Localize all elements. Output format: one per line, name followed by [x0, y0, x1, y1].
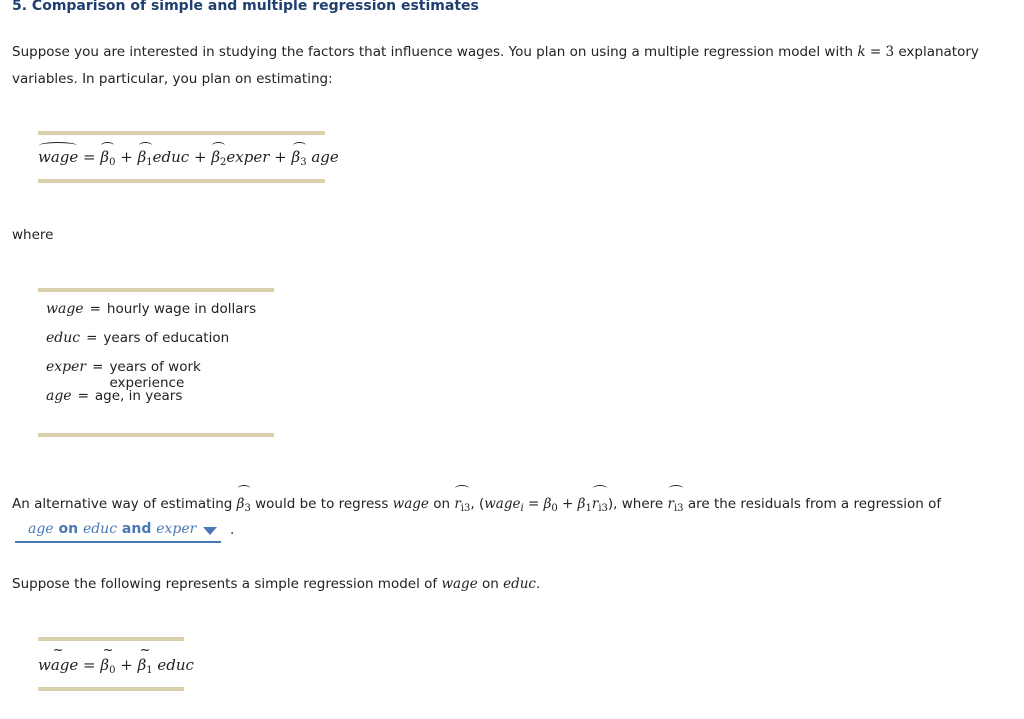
definitions-box: [38, 288, 274, 437]
beta0-tilde: ~ $\beta_0$: [100, 656, 115, 676]
subscript-i: i: [520, 503, 524, 514]
dropdown-selected-value: age on educ and exper: [28, 521, 197, 537]
alt-text-4: , (: [470, 496, 485, 512]
intro-line-2: variables. In particular, you plan on estimating:: [12, 71, 333, 87]
alt-text-2: would be to regress: [250, 496, 389, 512]
definition-row-age: [38, 388, 274, 417]
wage-hat: wage: [38, 148, 79, 166]
beta3-hat: $\beta_3$: [291, 148, 307, 168]
equals-sign: =: [83, 656, 96, 674]
var-educ: educ: [503, 576, 536, 592]
definition-desc: hourly wage in dollars: [106, 301, 257, 317]
wage-tilde: ~ wage: [38, 656, 78, 674]
beta0: $\beta_0$: [543, 496, 558, 514]
var-age: age: [311, 148, 339, 166]
var-wage: wage: [441, 576, 478, 592]
definition-desc: years of education: [103, 330, 230, 346]
definition-row-exper: [38, 359, 274, 391]
var-educ: educ: [152, 148, 190, 166]
equation-box-simple: [38, 637, 194, 691]
definition-var: educ: [46, 330, 81, 346]
definition-eq: =: [77, 388, 89, 404]
plus-sign: +: [120, 148, 133, 166]
definition-var: age: [46, 388, 72, 404]
plus-sign: +: [557, 496, 578, 512]
simple-paragraph: [12, 571, 540, 598]
residual-r-hat: $r_{i3}$: [454, 491, 470, 522]
definition-var: wage: [46, 301, 84, 317]
beta3-hat: $\beta_3$: [237, 491, 251, 522]
alt-text-1: An alternative way of estimating: [12, 496, 233, 512]
intro-text-tail: explanatory: [894, 44, 979, 60]
var-wage-i: wage: [484, 496, 521, 512]
plus-sign: +: [193, 148, 207, 166]
equation-box-multiple: [38, 131, 339, 183]
k-variable: k: [857, 44, 866, 60]
alternative-paragraph: [12, 491, 1017, 522]
simple-text-3: .: [536, 576, 541, 592]
definition-eq: =: [89, 301, 101, 317]
simple-text-1: Suppose the following represents a simple regression model of: [12, 576, 438, 592]
beta1: $\beta_1$: [577, 496, 592, 514]
residual-r-hat: $r_{i3}$: [592, 491, 608, 522]
alt-text-3: on: [428, 496, 451, 512]
plus-sign: +: [120, 656, 133, 674]
definition-eq: =: [86, 330, 98, 346]
k-value: = 3: [865, 44, 895, 60]
var-wage: wage: [392, 496, 429, 512]
definition-row-wage: [38, 301, 274, 330]
alt-text-5: ), where: [607, 496, 664, 512]
sentence-period: .: [230, 522, 235, 538]
beta1-tilde: ~ $\beta_1$: [138, 656, 153, 676]
page-title: 5. Comparison of simple and multiple regression estimates: [12, 0, 479, 14]
equals-sign: =: [523, 496, 544, 512]
alt-text-6: are the residuals from a regression of: [683, 496, 942, 512]
multiple-regression-equation: [38, 148, 339, 168]
intro-paragraph: [12, 39, 1012, 93]
simple-regression-equation: [38, 656, 194, 676]
var-exper: exper: [226, 148, 270, 166]
regression-dropdown[interactable]: [15, 521, 221, 543]
residual-r-hat: $r_{i3}$: [668, 491, 684, 522]
chevron-down-icon[interactable]: [203, 527, 217, 535]
definition-eq: =: [92, 359, 104, 375]
definition-desc: years of work experience: [109, 359, 201, 391]
where-label: where: [12, 227, 54, 243]
simple-text-2: on: [477, 576, 499, 592]
plus-sign: +: [274, 148, 287, 166]
intro-text: Suppose you are interested in studying the factors that influence wages. You plan on using a multiple regression model with: [12, 44, 854, 60]
var-educ: educ: [157, 656, 194, 674]
beta1-hat: $\beta_1$: [137, 148, 153, 168]
beta0-hat: $\beta_0$: [100, 148, 116, 168]
equals-sign: =: [83, 148, 96, 166]
beta2-hat: $\beta_2$: [211, 148, 227, 168]
definition-var: exper: [46, 359, 87, 375]
definition-desc: age, in years: [94, 388, 183, 404]
definition-row-educ: [38, 330, 274, 359]
